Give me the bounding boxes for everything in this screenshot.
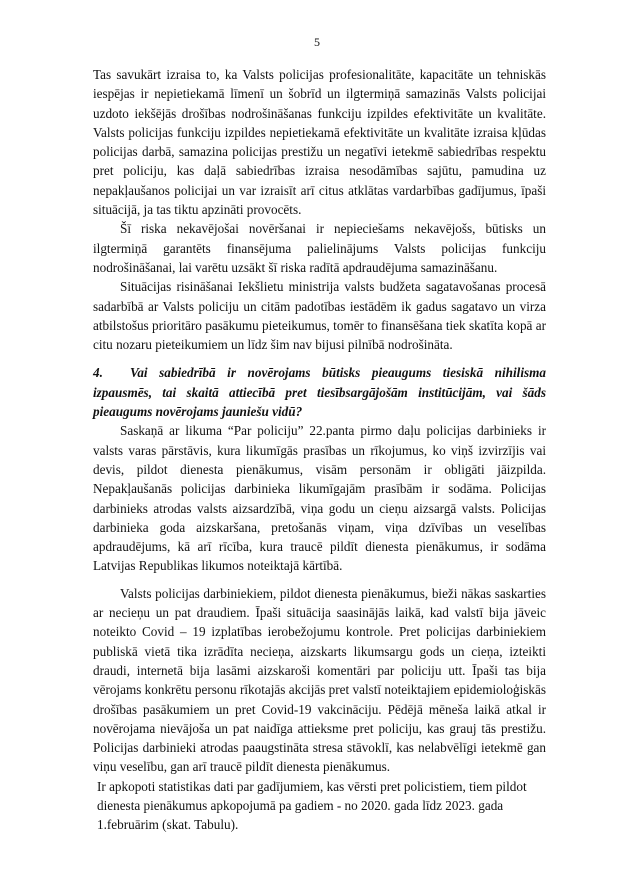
- section-title: Vai sabiedrībā ir novērojams būtisks pieaugums tiesiskā nihilisma izpausmēs, tai skaitā attiecībā pret tiesībsargājošām institūcijām, vai šāds pieaugums novērojams jauniešu vidū?: [93, 365, 546, 420]
- paragraph-disrespect-threats: Valsts policijas darbiniekiem, pildot dienesta pienākumus, bieži nākas saskarties ar necieņu un pat draudiem. Īpaši situācija saasinājās laikā, kad valstī bija jāveic noteikto Covid – 19 izplatības ierobežojumu kontrole. Pret policijas darbiniekiem publiskā vietā tika izrādīta necieņa, aizskarts likumsargu gods un cieņa, izteikti draudi, internetā bija lasāmi aizskaroši komentāri par policiju utt. Īpaši tas bija vērojams konkrētu personu rīkotajās akcijās pret valstī noteiktajiem epidemioloģiskās drošības pasākumiem un pret Covid-19 vakcināciju. Pēdējā mēneša laikā atkal ir novērojama nievājoša un pat naidīga attieksme pret policiju, kas grauj tās prestižu. Policijas darbinieki atrodas paaugstināta stresa stāvoklī, kas nelabvēlīgi ietekmē gan viņu veselību, gan arī traucē pildīt dienesta pienākumus.: [93, 585, 546, 775]
- paragraph-police-law: Saskaņā ar likuma “Par policiju” 22.panta pirmo daļu policijas darbinieks ir valsts varas pārstāvis, kura likumīgās prasības un rīkojumus, ko viņš izvirzījis vai devis, pildot dienesta pienākumus, visām personām ir obligāti jāizpilda. Nepakļaušanās policijas darbinieka likumīgajām prasībām ir sodāma. Policijas darbinieks atrodas valsts aizsardzībā, viņa godu un cieņu aizsargā valsts. Policijas darbinieka goda aizskaršana, pretošanās viņam, viņa dzīvības un veselības apdraudējums, kā arī rīcība, kura traucē pildīt dienesta pienākumus, ir sodāma Latvijas Republikas likumos noteiktajā kārtībā.: [93, 423, 546, 574]
- section-heading: [93, 363, 546, 421]
- paragraph-risk-mitigation: Šī riska nekavējošai novēršanai ir nepieciešams nekavējošs, būtisks un ilgtermiņā garantēts finansējuma palielinājums Valsts policijas funkciju nodrošināšanai, lai varētu uzsākt šī riska radītā apdraudējuma samazināšanu.: [93, 221, 546, 275]
- section-number: 4.: [93, 365, 103, 381]
- paragraph-statistics: Ir apkopoti statistikas dati par gadījumiem, kas vērsti pret policistiem, tiem pildot dienesta pienākumus apkopojumā pa gadiem - no 2020. gada līdz 2023. gada 1.februārim (skat. Tabulu).: [97, 778, 527, 833]
- page-number: 5: [314, 35, 320, 49]
- document-body: [93, 65, 546, 835]
- paragraph-budget-process: Situācijas risināšanai Iekšlietu ministrija valsts budžeta sagatavošanas procesā sadarbībā ar Valsts policiju un citām padotības iestādēm ik gadus sagatavo un virza atbilstošus prioritāro pasākumu pieteikumus, tomēr to finansēšana tiek skatīta kopā ar citu nozaru pieteikumiem un līdz šim nav bijusi pilnībā nodrošināta.: [93, 279, 546, 353]
- paragraph-professionalism: Tas savukārt izraisa to, ka Valsts policijas profesionalitāte, kapacitāte un tehniskās iespējas ir nepietiekamā līmenī un šobrīd un ilgtermiņā samazinās Valsts policijai uzdoto iekšējās drošības nodrošināšanas funkciju izpildes efektivitāte un kvalitāte. Valsts policijas funkciju izpildes nepietiekamā efektivitāte un kvalitāte izraisa kļūdas policijas darbā, samazina policijas prestižu un negatīvi ietekmē sabiedrības respektu pret policiju, kas daļā sabiedrības izraisa nesodāmības sajūtu, pamudina uz nepakļaušanos policijai un var izraisīt arī citus atklātas vardarbības gadījumus, īpaši situācijā, ja tas tiktu apzināti provocēts.: [93, 67, 546, 218]
